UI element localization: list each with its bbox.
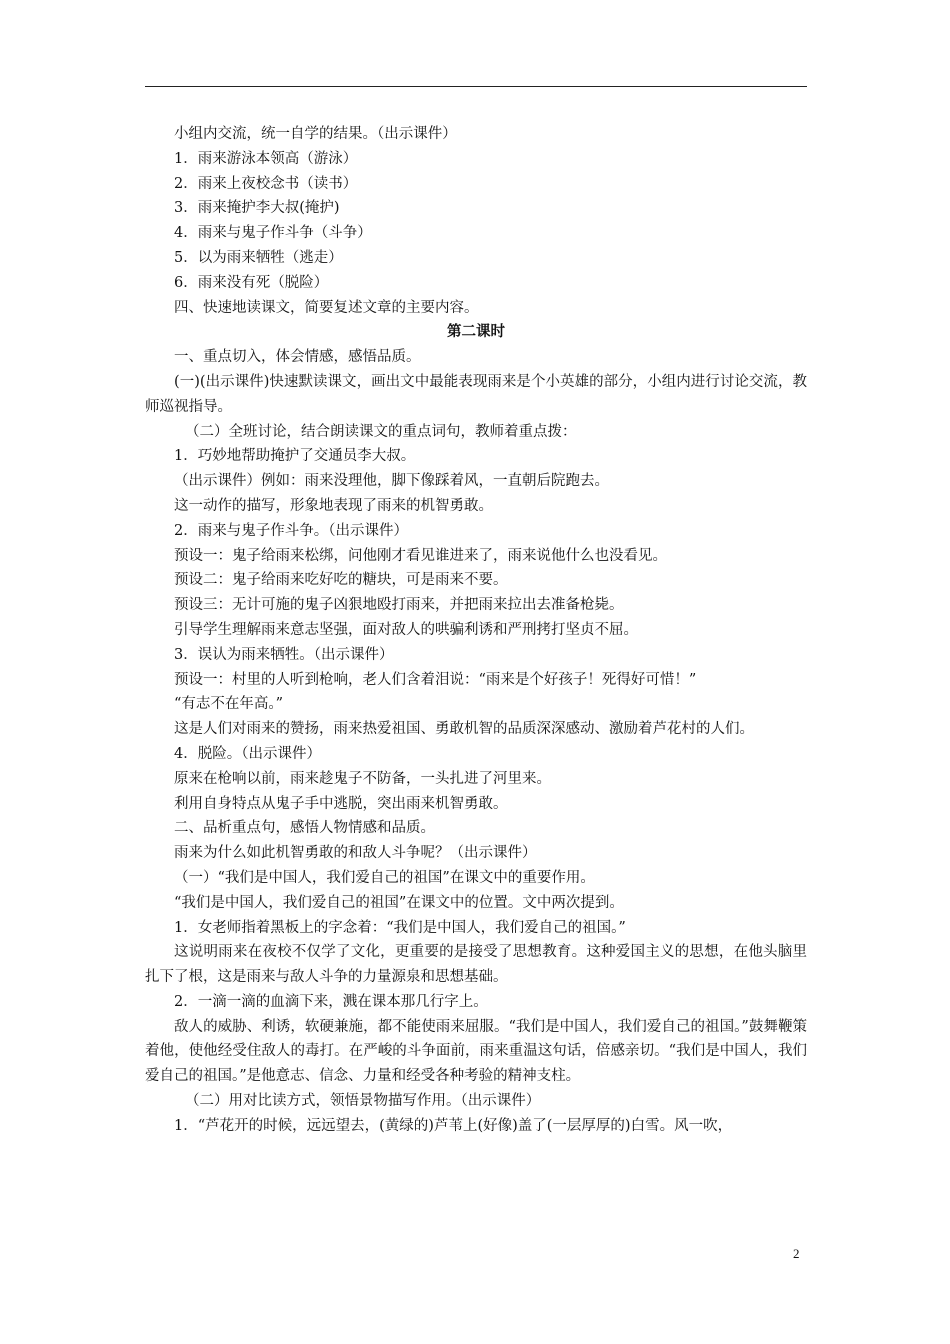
paragraph: “我们是中国人，我们爱自己的祖国”在课文中的位置。文中两次提到。 [174, 894, 624, 911]
paragraph: 引导学生理解雨来意志坚强，面对敌人的哄骗利诱和严刑拷打坚贞不屈。 [174, 621, 638, 638]
paragraph: 这说明雨来在夜校不仅学了文化，更重要的是接受了思想教育。这种爱国主义的思想，在他头脑里扎下了根，这是雨来与敌人斗争的力量源泉和思想基础。 [145, 944, 807, 986]
paragraph: 1．女老师指着黑板上的字念着：“我们是中国人，我们爱自己的祖国。” [174, 919, 626, 936]
paragraph: 预设二：鬼子给雨来吃好吃的糖块，可是雨来不要。 [174, 572, 508, 589]
section-heading: 第二课时 [447, 323, 505, 341]
paragraph: 一、重点切入，体会情感，感悟品质。 [174, 349, 421, 366]
paragraph: 小组内交流，统一自学的结果。（出示课件） [174, 126, 457, 142]
header-rule [145, 86, 807, 87]
paragraph: 四、快速地读课文，简要复述文章的主要内容。 [174, 299, 479, 316]
paragraph: 预设一：鬼子给雨来松绑，问他刚才看见谁进来了，雨来说他什么也没看见。 [174, 547, 667, 564]
document-body [145, 122, 807, 1139]
paragraph: （二）用对比读方式，领悟景物描写作用。（出示课件） [185, 1093, 541, 1110]
paragraph: （出示课件）例如：雨来没理他，脚下像踩着风，一直朝后院跑去。 [174, 473, 609, 490]
paragraph: 1．雨来游泳本领高（游泳） [174, 150, 358, 167]
paragraph: 利用自身特点从鬼子手中逃脱，突出雨来机智勇敢。 [174, 795, 508, 812]
paragraph: 2．雨来上夜校念书（读书） [174, 175, 358, 192]
paragraph: 4．雨来与鬼子作斗争（斗争） [174, 225, 372, 242]
paragraph: 1．“芦花开的时候，远远望去，(黄绿的)芦苇上(好像)盖了(一层厚厚的)白雪。风一吹， [174, 1117, 733, 1134]
paragraph: 原来在枪响以前，雨来趁鬼子不防备，一头扎进了河里来。 [174, 770, 551, 787]
paragraph: 预设一：村里的人听到枪响，老人们含着泪说：“雨来是个好孩子！死得好可惜！” [174, 671, 697, 688]
paragraph: 5．以为雨来牺牲（逃走） [174, 249, 343, 266]
paragraph: 这是人们对雨来的赞扬，雨来热爱祖国、勇敢机智的品质深深感动、激励着芦花村的人们。 [174, 721, 754, 738]
paragraph: 二、品析重点句，感悟人物情感和品质。 [174, 820, 435, 837]
paragraph: （一）“我们是中国人，我们爱自己的祖国”在课文中的重要作用。 [174, 869, 595, 886]
paragraph: 预设三：无计可施的鬼子凶狠地殴打雨来，并把雨来拉出去准备枪毙。 [174, 597, 624, 614]
paragraph: 雨来为什么如此机智勇敢的和敌人斗争呢？（出示课件） [174, 845, 537, 862]
paragraph: （二）全班讨论，结合朗读课文的重点词句，教师着重点拨： [185, 423, 577, 440]
paragraph: 敌人的威胁、利诱，软硬兼施，都不能使雨来屈服。“我们是中国人，我们爱自己的祖国。”鼓舞鞭策着他，使他经受住敌人的毒打。在严峻的斗争面前，雨来重温这句话，倍感亲切。“我们是中国人，我们爱自己的祖国。”是他意志、信念、力量和经受各种考验的精神支柱。 [145, 1018, 807, 1085]
paragraph: 1．巧妙地帮助掩护了交通员李大叔。 [174, 448, 416, 465]
paragraph: (一)(出示课件)快速默读课文，画出文中最能表现雨来是个小英雄的部分，小组内进行讨论交流，教师巡视指导。 [145, 373, 807, 415]
paragraph: 2．雨来与鬼子作斗争。（出示课件） [174, 522, 408, 539]
paragraph: “有志不在年高。” [174, 696, 284, 713]
paragraph: 2．一滴一滴的血滴下来，溅在课本那几行字上。 [174, 993, 488, 1010]
paragraph: 6．雨来没有死（脱险） [174, 274, 329, 291]
paragraph: 这一动作的描写，形象地表现了雨来的机智勇敢。 [174, 497, 493, 514]
paragraph: 3．雨来掩护李大叔(掩护) [174, 200, 340, 217]
paragraph: 3．误认为雨来牺牲。（出示课件） [174, 646, 394, 663]
page-number: 2 [793, 1246, 800, 1261]
paragraph: 4．脱险。（出示课件） [174, 745, 321, 762]
